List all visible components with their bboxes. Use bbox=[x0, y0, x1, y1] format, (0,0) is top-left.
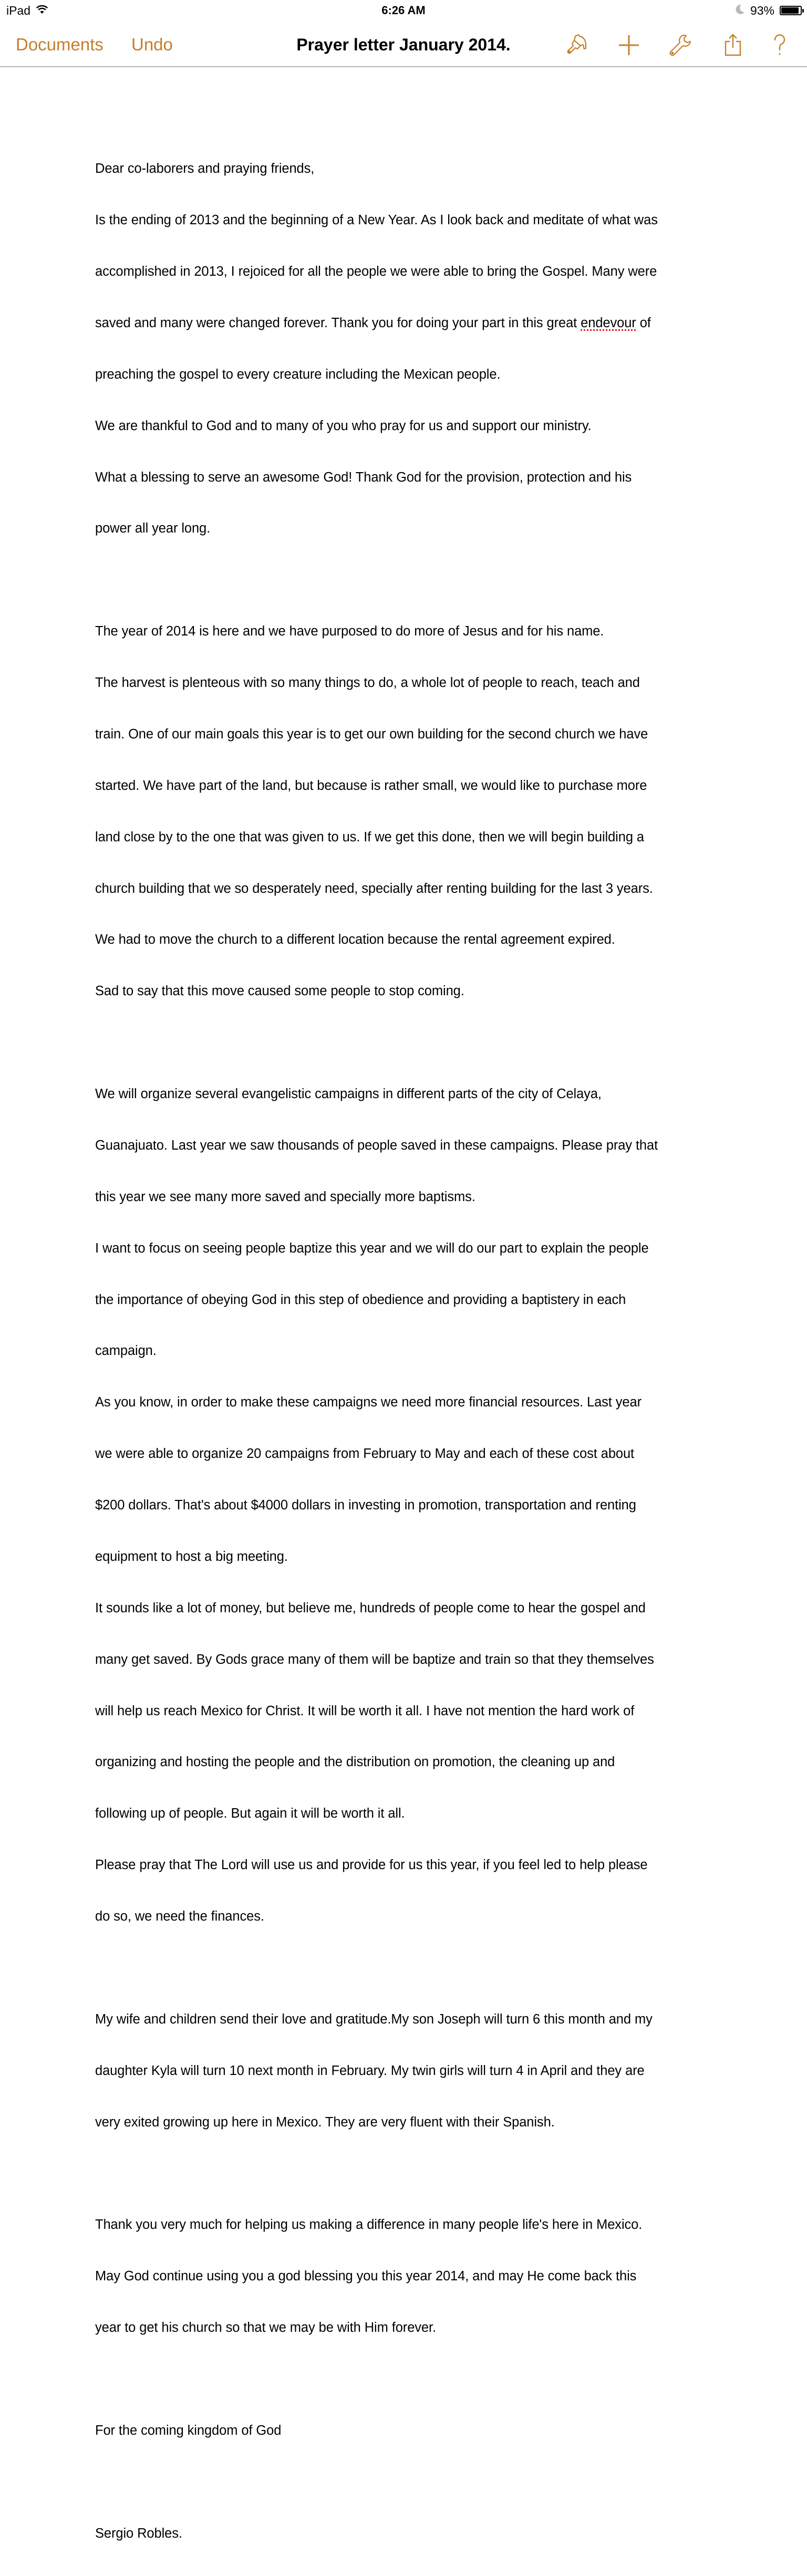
text-line: power all year long. bbox=[95, 521, 211, 536]
document-title: Prayer letter January 2014. bbox=[296, 35, 511, 54]
text-line: following up of people. But again it will be worth it all. bbox=[95, 1806, 405, 1821]
undo-button[interactable]: Undo bbox=[131, 35, 173, 54]
battery-icon bbox=[780, 6, 802, 15]
document-body[interactable] bbox=[95, 126, 715, 2576]
status-right bbox=[736, 3, 802, 18]
plus-icon[interactable] bbox=[616, 33, 642, 58]
documents-button[interactable]: Documents bbox=[16, 35, 104, 54]
text-line: The harvest is plenteous with so many things to do, a whole lot of people to reach, teach and bbox=[95, 675, 640, 690]
text-line: preaching the gospel to every creature including the Mexican people. bbox=[95, 367, 501, 382]
text-line: very exited growing up here in Mexico. They are very fluent with their Spanish. bbox=[95, 2114, 555, 2130]
blank-line bbox=[95, 2474, 715, 2491]
text-line: It sounds like a lot of money, but believe me, hundreds of people come to hear the gospel and bbox=[95, 1600, 646, 1615]
wrench-icon[interactable] bbox=[668, 33, 693, 58]
misspelled-word[interactable]: endevour bbox=[581, 315, 636, 330]
share-icon[interactable] bbox=[720, 33, 746, 58]
blank-line bbox=[95, 1034, 715, 1051]
text-line: year to get his church so that we may be with Him forever. bbox=[95, 2320, 436, 2335]
text-line: accomplished in 2013, I rejoiced for all the people we were able to bring the Gospel. Many were bbox=[95, 264, 657, 279]
text-line: train. One of our main goals this year is to get our own building for the second church we have bbox=[95, 726, 648, 742]
help-icon[interactable] bbox=[767, 33, 792, 58]
text-line: we were able to organize 20 campaigns from February to May and each of these cost about bbox=[95, 1446, 635, 1462]
device-label: iPad bbox=[6, 3, 31, 17]
text-line: Please pray that The Lord will use us and provide for us this year, if you feel led to help please bbox=[95, 1858, 648, 1873]
blank-line bbox=[95, 1959, 715, 1977]
text-line: started. We have part of the land, but because is rather small, we would like to purchase more bbox=[95, 778, 647, 793]
text-line: $200 dollars. That's about $4000 dollars in investing in promotion, transportation and renting bbox=[95, 1498, 636, 1513]
text-line: What a blessing to serve an awesome God! Thank God for the provision, protection and his bbox=[95, 470, 632, 485]
text-line: this year we see many more saved and specially more baptisms. bbox=[95, 1189, 475, 1204]
text-line: campaign. bbox=[95, 1343, 157, 1359]
text-line: We had to move the church to a different location because the rental agreement expired. bbox=[95, 932, 615, 947]
blank-line bbox=[95, 2165, 715, 2182]
text-line: church building that we so desperately need, specially after renting building for the last 3 years. bbox=[95, 881, 653, 896]
text-line: The year of 2014 is here and we have purposed to do more of Jesus and for his name. bbox=[95, 624, 604, 639]
toolbar bbox=[0, 21, 807, 67]
status-time: 6:26 AM bbox=[381, 4, 426, 17]
text-line: Thank you very much for helping us making a difference in many people life's here in Mexico. bbox=[95, 2217, 643, 2233]
text-line: will help us reach Mexico for Christ. It will be worth it all. I have not mention the hard work of bbox=[95, 1703, 635, 1718]
paintbrush-icon[interactable] bbox=[564, 33, 589, 58]
status-bar bbox=[0, 0, 807, 21]
text-line: Is the ending of 2013 and the beginning of a New Year. As I look back and meditate of what was bbox=[95, 213, 658, 228]
text-line: land close by to the one that was given to us. If we get this done, then we will begin building a bbox=[95, 829, 644, 844]
text-line: daughter Kyla will turn 10 next month in February. My twin girls will turn 4 in April and they are bbox=[95, 2063, 645, 2078]
blank-line bbox=[95, 2371, 715, 2388]
text-line: As you know, in order to make these campaigns we need more financial resources. Last year bbox=[95, 1395, 642, 1410]
text-line: We will organize several evangelistic campaigns in different parts of the city of Celaya, bbox=[95, 1087, 602, 1101]
blank-line bbox=[95, 571, 715, 589]
text-line: Guanajuato. Last year we saw thousands of people saved in these campaigns. Please pray that bbox=[95, 1138, 658, 1153]
document-page[interactable] bbox=[0, 68, 807, 2541]
text-line: Dear co-laborers and praying friends, bbox=[95, 161, 315, 176]
battery-percent: 93% bbox=[750, 3, 774, 17]
text-line: May God continue using you a god blessing you this year 2014, and may He come back this bbox=[95, 2269, 637, 2284]
text-line: Sad to say that this move caused some people to stop coming. bbox=[95, 984, 464, 999]
moon-icon bbox=[736, 4, 745, 18]
closing-line: For the coming kingdom of God bbox=[95, 2423, 282, 2438]
text-line: many get saved. By Gods grace many of them will be baptize and train so that they themselves bbox=[95, 1652, 654, 1667]
text-line: We are thankful to God and to many of you who pray for us and support our ministry. bbox=[95, 418, 592, 433]
text-line: equipment to host a big meeting. bbox=[95, 1549, 288, 1564]
text-line: I want to focus on seeing people baptize this year and we will do our part to explain the people bbox=[95, 1240, 649, 1256]
text-line: My wife and children send their love and gratitude.My son Joseph will turn 6 this month and my bbox=[95, 2011, 653, 2027]
text-line: the importance of obeying God in this step of obedience and providing a baptistery in each bbox=[95, 1292, 626, 1307]
text-line: organizing and hosting the people and the distribution on promotion, the cleaning up and bbox=[95, 1755, 615, 1770]
text-line: do so, we need the finances. bbox=[95, 1909, 264, 1924]
signature: Sergio Robles. bbox=[95, 2526, 182, 2541]
text-line-with-spelling-error: saved and many were changed forever. Thank you for doing your part in this great endevour of bbox=[95, 315, 651, 330]
